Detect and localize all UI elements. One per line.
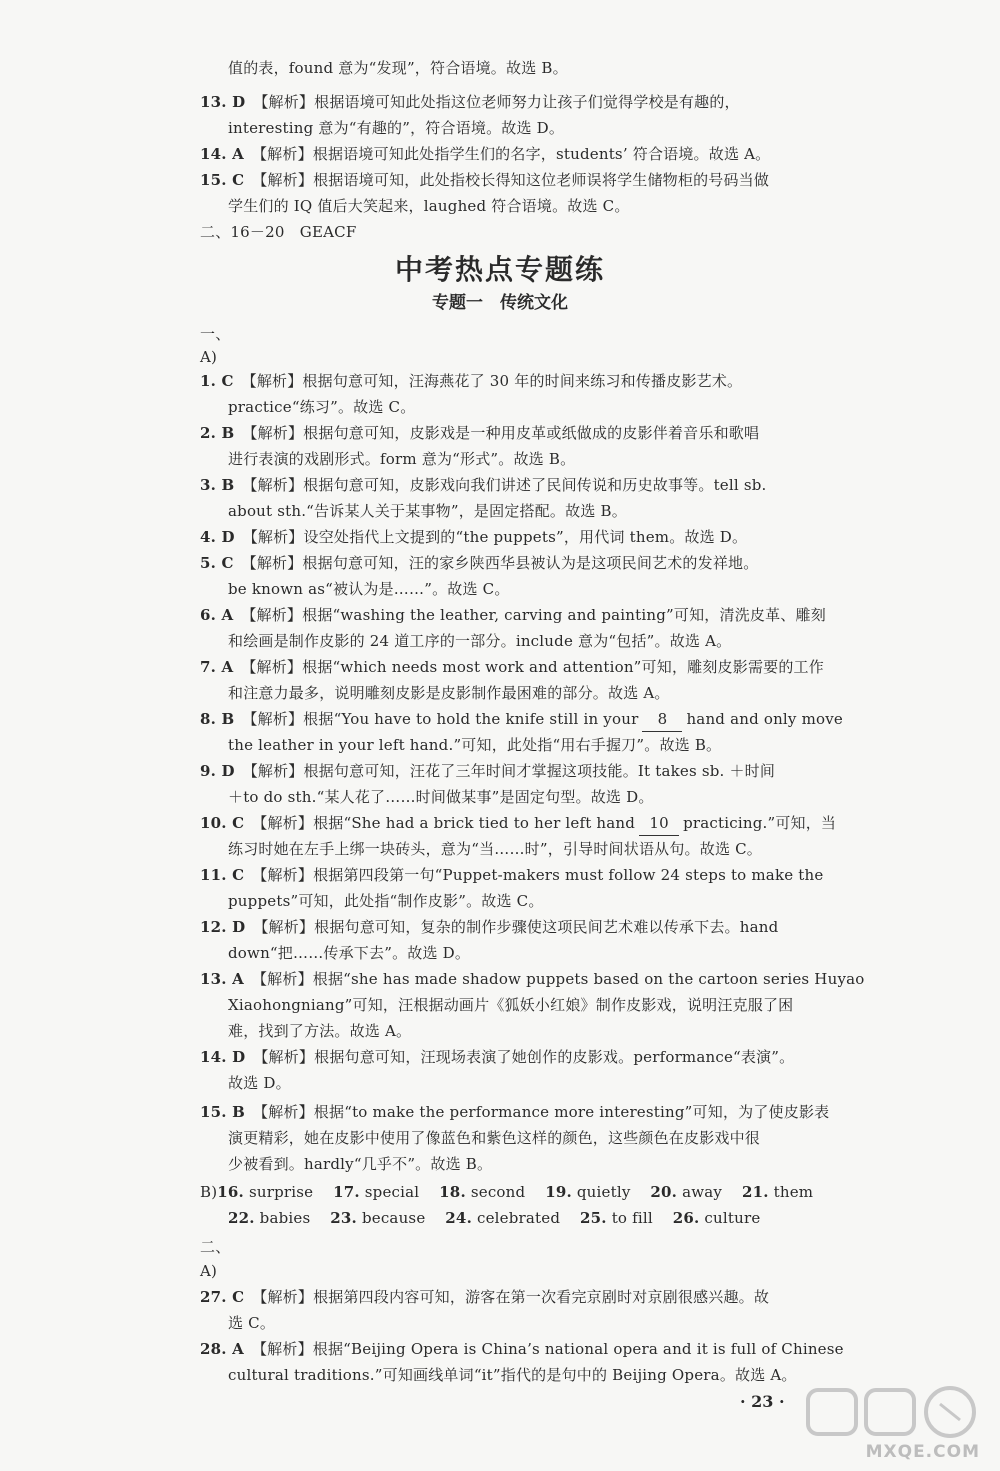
answer-5 xyxy=(200,551,758,575)
answer-13 xyxy=(200,967,865,991)
answer-explanation-tail: practicing.”可知，当 xyxy=(683,814,837,832)
answer-continuation: 难，找到了方法。故选 A。 xyxy=(228,1022,412,1040)
answer-continuation: Xiaohongniang”可知，汪根据动画片《狐妖小红娘》制作皮影戏，说明汪克服了困 xyxy=(228,996,794,1014)
word-answer-number: 24. xyxy=(445,1209,472,1227)
answer-15 xyxy=(200,1100,829,1124)
word-answer: them xyxy=(773,1183,814,1201)
answer-explanation: 【解析】根据句意可知，汪海燕花了 30 年的时间来练习和传播皮影艺术。 xyxy=(241,372,743,390)
answer-number: 27. C xyxy=(200,1288,245,1306)
word-answer: away xyxy=(682,1183,723,1201)
answer-explanation: 【解析】根据句意可知，复杂的制作步骤使这项民间艺术难以传承下去。hand xyxy=(253,918,779,936)
answer-28 xyxy=(200,1337,844,1361)
answer-explanation: 【解析】根据第四段第一句“Puppet-makers must follow 24 steps to make the xyxy=(252,866,824,884)
part-2-sub-a: A) xyxy=(200,1262,218,1280)
answer-continuation: ＋to do sth.“某人花了……时间做某事”是固定句型。故选 D。 xyxy=(228,788,654,806)
part-2-heading: 二、 xyxy=(200,1238,231,1256)
answer-explanation: 【解析】根据“You have to hold the knife still in your xyxy=(242,710,639,728)
word-answer-number: 23. xyxy=(330,1209,357,1227)
answer-1 xyxy=(200,369,742,393)
answer-explanation: 【解析】根据“She had a brick tied to her left hand xyxy=(252,814,636,832)
answer-6 xyxy=(200,603,826,627)
answer-number: 15. C xyxy=(200,171,245,189)
answer-explanation: 【解析】根据语境可知，此处指校长得知这位老师误将学生储物柜的号码当做 xyxy=(252,171,770,189)
answer-number: 11. C xyxy=(200,866,245,884)
answer-number: 6. A xyxy=(200,606,234,624)
answer-continuation: 学生们的 IQ 值后大笑起来，laughed 符合语境。故选 C。 xyxy=(228,197,630,215)
answer-number: 2. B xyxy=(200,424,235,442)
answer-number: 9. D xyxy=(200,762,235,780)
answer-12 xyxy=(200,915,778,939)
answer-continuation: 故选 D。 xyxy=(228,1074,291,1092)
b-answers-row-2 xyxy=(228,1206,760,1230)
word-answer: culture xyxy=(704,1209,761,1227)
answer-explanation-tail: hand and only move xyxy=(686,710,843,728)
answer-number: 14. D xyxy=(200,1048,246,1066)
word-answer: because xyxy=(361,1209,426,1227)
word-answer-number: 25. xyxy=(580,1209,607,1227)
answer-number: 7. A xyxy=(200,658,234,676)
answer-explanation: 【解析】根据句意可知，皮影戏是一种用皮革或纸做成的皮影伴着音乐和歌唱 xyxy=(242,424,760,442)
answer-11 xyxy=(200,863,823,887)
answer-number: 12. D xyxy=(200,918,246,936)
answer-explanation: 【解析】根据语境可知此处指这位老师努力让孩子们觉得学校是有趣的， xyxy=(253,93,740,111)
answer-explanation: 【解析】根据“she has made shadow puppets based on the cartoon series Huyao xyxy=(251,970,865,988)
word-answer: babies xyxy=(259,1209,311,1227)
word-answer-number: 17. xyxy=(333,1183,360,1201)
answer-continuation: the leather in your left hand.”可知，此处指“用右手握刀”。故选 B。 xyxy=(228,736,722,754)
answer-continuation: practice“练习”。故选 C。 xyxy=(228,398,416,416)
answer-13-prev xyxy=(200,90,740,114)
blank-number: 8 xyxy=(642,707,682,732)
word-answer-number: 19. xyxy=(545,1183,572,1201)
answer-explanation: 【解析】根据第四段内容可知，游客在第一次看完京剧时对京剧很感兴趣。故 xyxy=(252,1288,770,1306)
answer-explanation: 【解析】根据句意可知，汪花了三年时间才掌握这项技能。It takes sb. ＋时间 xyxy=(242,762,776,780)
answer-number: 5. C xyxy=(200,554,234,572)
word-answer-number: 22. xyxy=(228,1209,255,1227)
word-answer: to fill xyxy=(611,1209,653,1227)
b-label: B) xyxy=(200,1183,218,1201)
answer-continuation: 演更精彩，她在皮影中使用了像蓝色和紫色这样的颜色，这些颜色在皮影戏中很 xyxy=(228,1129,761,1147)
answer-continuation: cultural traditions.”可知画线单词“it”指代的是句中的 Beijing Opera。故选 A。 xyxy=(228,1366,797,1384)
answer-number: 15. B xyxy=(200,1103,245,1121)
answer-number: 4. D xyxy=(200,528,235,546)
answer-number: 14. A xyxy=(200,145,244,163)
page-subtitle: 专题一 传统文化 xyxy=(432,293,568,313)
answer-continuation: down“把……传承下去”。故选 D。 xyxy=(228,944,471,962)
answer-continuation: 练习时她在左手上绑一块砖头，意为“当……时”，引导时间状语从句。故选 C。 xyxy=(228,840,762,858)
watermark-logo xyxy=(800,1378,990,1468)
b-answers-row-1 xyxy=(200,1180,813,1204)
section-2-answers: 二、16－20 GEACF xyxy=(200,223,357,241)
answer-15-prev xyxy=(200,168,769,192)
answer-9 xyxy=(200,759,775,783)
answer-explanation: 【解析】根据“Beijing Opera is China’s national opera and it is full of Chinese xyxy=(251,1340,844,1358)
word-answer-number: 18. xyxy=(439,1183,466,1201)
page-number: · 23 · xyxy=(740,1392,785,1411)
word-answer-number: 21. xyxy=(741,1183,769,1201)
watermark-emblem-icon xyxy=(800,1378,990,1448)
word-answer: surprise xyxy=(248,1183,314,1201)
answer-4 xyxy=(200,525,747,549)
answer-number: 1. C xyxy=(200,372,234,390)
answer-number: 8. B xyxy=(200,710,235,728)
answer-explanation: 【解析】根据句意可知，汪现场表演了她创作的皮影戏。performance“表演”。 xyxy=(253,1048,795,1066)
word-answer: second xyxy=(470,1183,526,1201)
answer-continuation: be known as“被认为是……”。故选 C。 xyxy=(228,580,510,598)
watermark-text: MXQE.COM xyxy=(865,1442,980,1462)
answer-7 xyxy=(200,655,824,679)
answer-continuation: 选 C。 xyxy=(228,1314,276,1332)
word-answer: celebrated xyxy=(476,1209,561,1227)
carryover-line: 值的表，found 意为“发现”，符合语境。故选 B。 xyxy=(228,59,568,77)
answer-3 xyxy=(200,473,767,497)
answer-27 xyxy=(200,1285,769,1309)
part-1-sub-a: A) xyxy=(200,348,218,366)
answer-10 xyxy=(200,811,836,836)
answer-number: 3. B xyxy=(200,476,235,494)
answer-continuation: interesting 意为“有趣的”，符合语境。故选 D。 xyxy=(228,119,565,137)
answer-explanation: 【解析】设空处指代上文提到的“the puppets”，用代词 them。故选 D。 xyxy=(242,528,748,546)
answer-8 xyxy=(200,707,843,732)
answer-explanation: 【解析】根据“which needs most work and attention”可知，雕刻皮影需要的工作 xyxy=(241,658,824,676)
answer-number: 28. A xyxy=(200,1340,244,1358)
answer-continuation: 进行表演的戏剧形式。form 意为“形式”。故选 B。 xyxy=(228,450,576,468)
blank-number: 10 xyxy=(639,811,679,836)
answer-explanation: 【解析】根据句意可知，皮影戏向我们讲述了民间传说和历史故事等。tell sb. xyxy=(242,476,767,494)
word-answer-number: 16. xyxy=(217,1183,244,1201)
word-answer-number: 20. xyxy=(650,1183,678,1201)
answer-explanation: 【解析】根据句意可知，汪的家乡陕西华县被认为是这项民间艺术的发祥地。 xyxy=(241,554,759,572)
answer-continuation: 和注意力最多，说明雕刻皮影是皮影制作最困难的部分。故选 A。 xyxy=(228,684,670,702)
answer-14 xyxy=(200,1045,794,1069)
word-answer-number: 26. xyxy=(672,1209,700,1227)
answer-number: 13. A xyxy=(200,970,244,988)
answer-explanation: 【解析】根据“to make the performance more interesting”可知，为了使皮影表 xyxy=(253,1103,830,1121)
word-answer: quietly xyxy=(576,1183,631,1201)
answer-explanation: 【解析】根据“washing the leather, carving and painting”可知，清洗皮革、雕刻 xyxy=(241,606,826,624)
answer-continuation: 和绘画是制作皮影的 24 道工序的一部分。include 意为“包括”。故选 A。 xyxy=(228,632,732,650)
answer-number: 10. C xyxy=(200,814,245,832)
answer-explanation: 【解析】根据语境可知此处指学生们的名字，students’ 符合语境。故选 A。 xyxy=(251,145,771,163)
answer-continuation: puppets”可知，此处指“制作皮影”。故选 C。 xyxy=(228,892,544,910)
word-answer: special xyxy=(364,1183,420,1201)
page-title: 中考热点专题练 xyxy=(394,253,605,286)
answer-continuation: about sth.“告诉某人关于某事物”，是固定搭配。故选 B。 xyxy=(228,502,627,520)
part-1-heading: 一、 xyxy=(200,325,231,343)
answer-continuation: 少被看到。hardly“几乎不”。故选 B。 xyxy=(228,1155,493,1173)
answer-number: 13. D xyxy=(200,93,246,111)
answer-2 xyxy=(200,421,759,445)
answer-14-prev xyxy=(200,142,770,166)
